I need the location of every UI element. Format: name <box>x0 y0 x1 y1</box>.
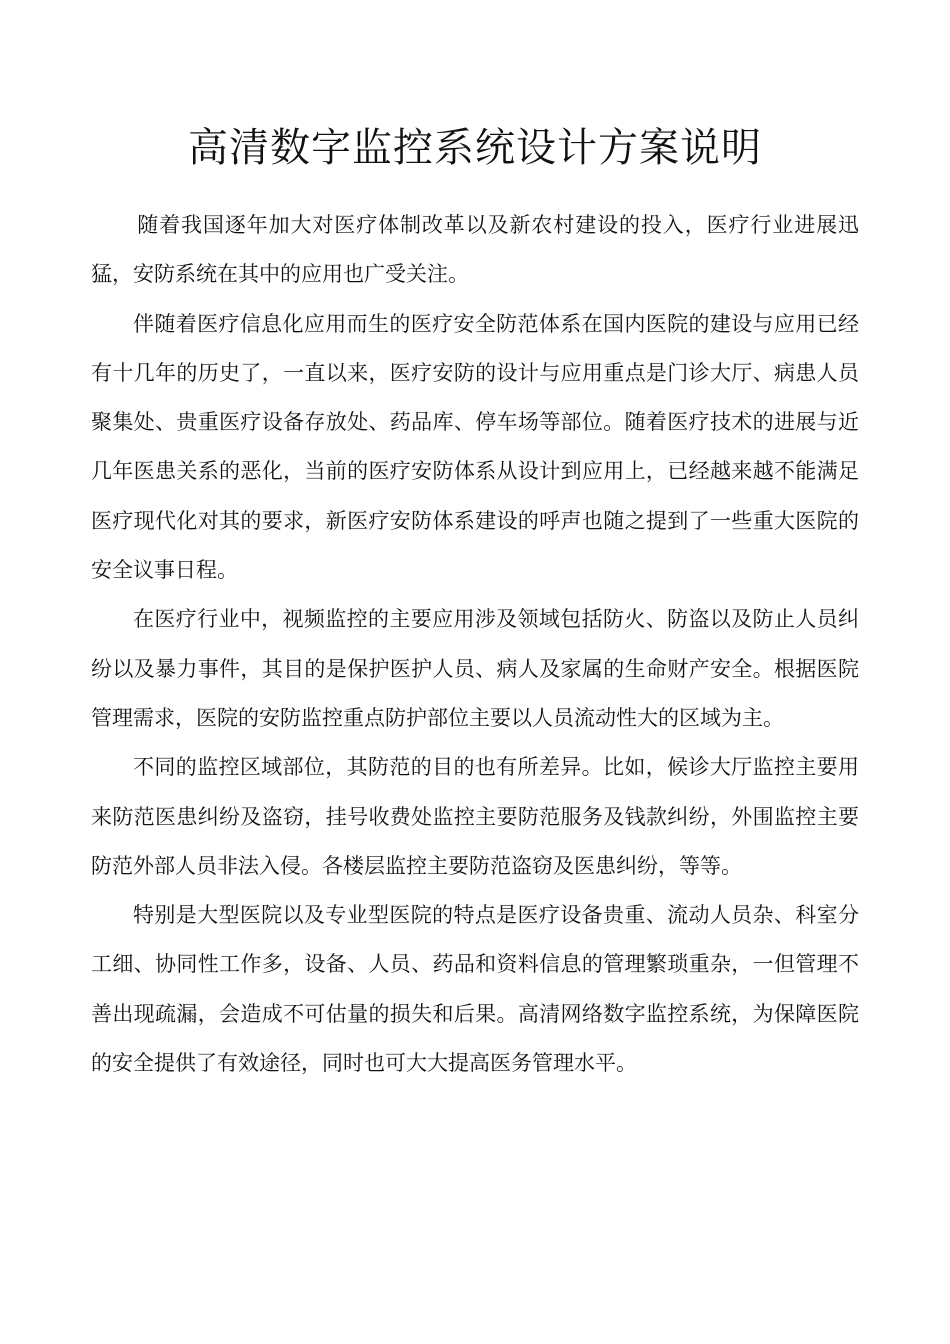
paragraph-5: 特别是大型医院以及专业型医院的特点是医疗设备贵重、流动人员杂、科室分工细、协同性工作多，设备、人员、药品和资料信息的管理繁琐重杂，一但管理不善出现疏漏，会造成不可估量的损失和后果。高清网络数字监控系统，为保障医院的安全提供了有效途径，同时也可大大提高医务管理水平。 <box>91 903 859 1076</box>
paragraph-2: 伴随着医疗信息化应用而生的医疗安全防范体系在国内医院的建设与应用已经有十几年的历史了，一直以来，医疗安防的设计与应用重点是门诊大厅、病患人员聚集处、贵重医疗设备存放处、药品库、停车场等部位。随着医疗技术的进展与近几年医患关系的恶化，当前的医疗安防体系从设计到应用上，已经越来越不能满足医疗现代化对其的要求，新医疗安防体系建设的呼声也随之提到了一些重大医院的安全议事日程。 <box>91 311 859 583</box>
paragraph-3: 在医疗行业中，视频监控的主要应用涉及领域包括防火、防盗以及防止人员纠纷以及暴力事件，其目的是保护医护人员、病人及家属的生命财产安全。根据医院管理需求，医院的安防监控重点防护部位主要以人员流动性大的区域为主。 <box>91 607 859 730</box>
document-body <box>91 201 859 1088</box>
document-title: 高清数字监控系统设计方案说明 <box>188 125 762 171</box>
paragraph-1: 随着我国逐年加大对医疗体制改革以及新农村建设的投入，医疗行业进展迅猛，安防系统在其中的应用也广受关注。 <box>91 213 859 287</box>
paragraph-4: 不同的监控区域部位，其防范的目的也有所差异。比如，候诊大厅监控主要用来防范医患纠纷及盗窃，挂号收费处监控主要防范服务及钱款纠纷，外围监控主要防范外部人员非法入侵。各楼层监控主要防范盗窃及医患纠纷，等等。 <box>91 755 859 878</box>
